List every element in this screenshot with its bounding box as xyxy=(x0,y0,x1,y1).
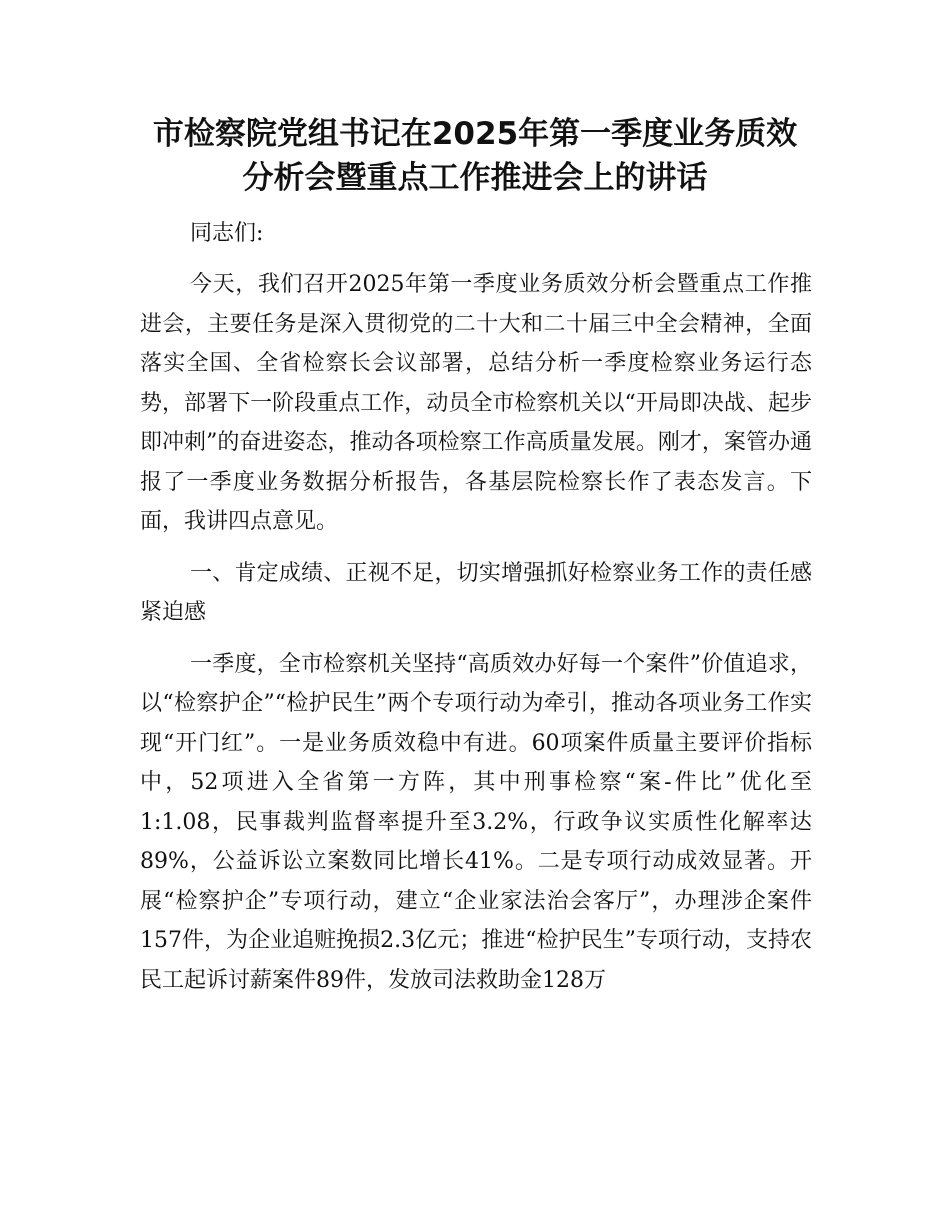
section-heading-1: 一、肯定成绩、正视不足，切实增强抓好检察业务工作的责任感紧迫感 xyxy=(140,560,812,625)
paragraph-spacer xyxy=(140,633,812,645)
paragraph-section-1: 一季度，全市检察机关坚持“高质效办好每一个案件”价值追求，以“检察护企”“检护民生”两个专项行动为牵引，推动各项业务工作实现“开门红”。一是业务质效稳中有进。60项案件质量主要评价指标中，52项进入全省第一方阵，其中刑事检察“案-件比”优化至1:1.08，民事裁判监督率提升至3.2%，行政争议实质性化解率达89%，公益诉讼立案数同比增长41%。二是专项行动成效显著。开展“检察护企”专项行动，建立“企业家法治会客厅”，办理涉企案件157件，为企业追赃挽损2.3亿元；推进“检护民生”专项行动，支持农民工起诉讨薪案件89件，发放司法救助金128万 xyxy=(140,651,812,993)
title-line-1: 市检察院党组书记在2025年第一季度业务质效 xyxy=(152,116,798,152)
document-title xyxy=(100,112,850,200)
paragraph-spacer xyxy=(140,542,812,554)
paragraph-intro: 今天，我们召开2025年第一季度业务质效分析会暨重点工作推进会，主要任务是深入贯彻党的二十大和二十届三中全会精神，全面落实全国、全省检察长会议部署，总结分析一季度检察业务运行态势，部署下一阶段重点工作，动员全市检察机关以“开局即决战、起步即冲刺”的奋进姿态，推动各项检察工作高质量发展。刚才，案管办通报了一季度业务数据分析报告，各基层院检察长作了表态发言。下面，我讲四点意见。 xyxy=(140,272,812,534)
greeting: 同志们: xyxy=(190,221,264,246)
document-body xyxy=(140,214,812,1000)
title-line-2: 分析会暨重点工作推进会上的讲话 xyxy=(242,160,708,196)
